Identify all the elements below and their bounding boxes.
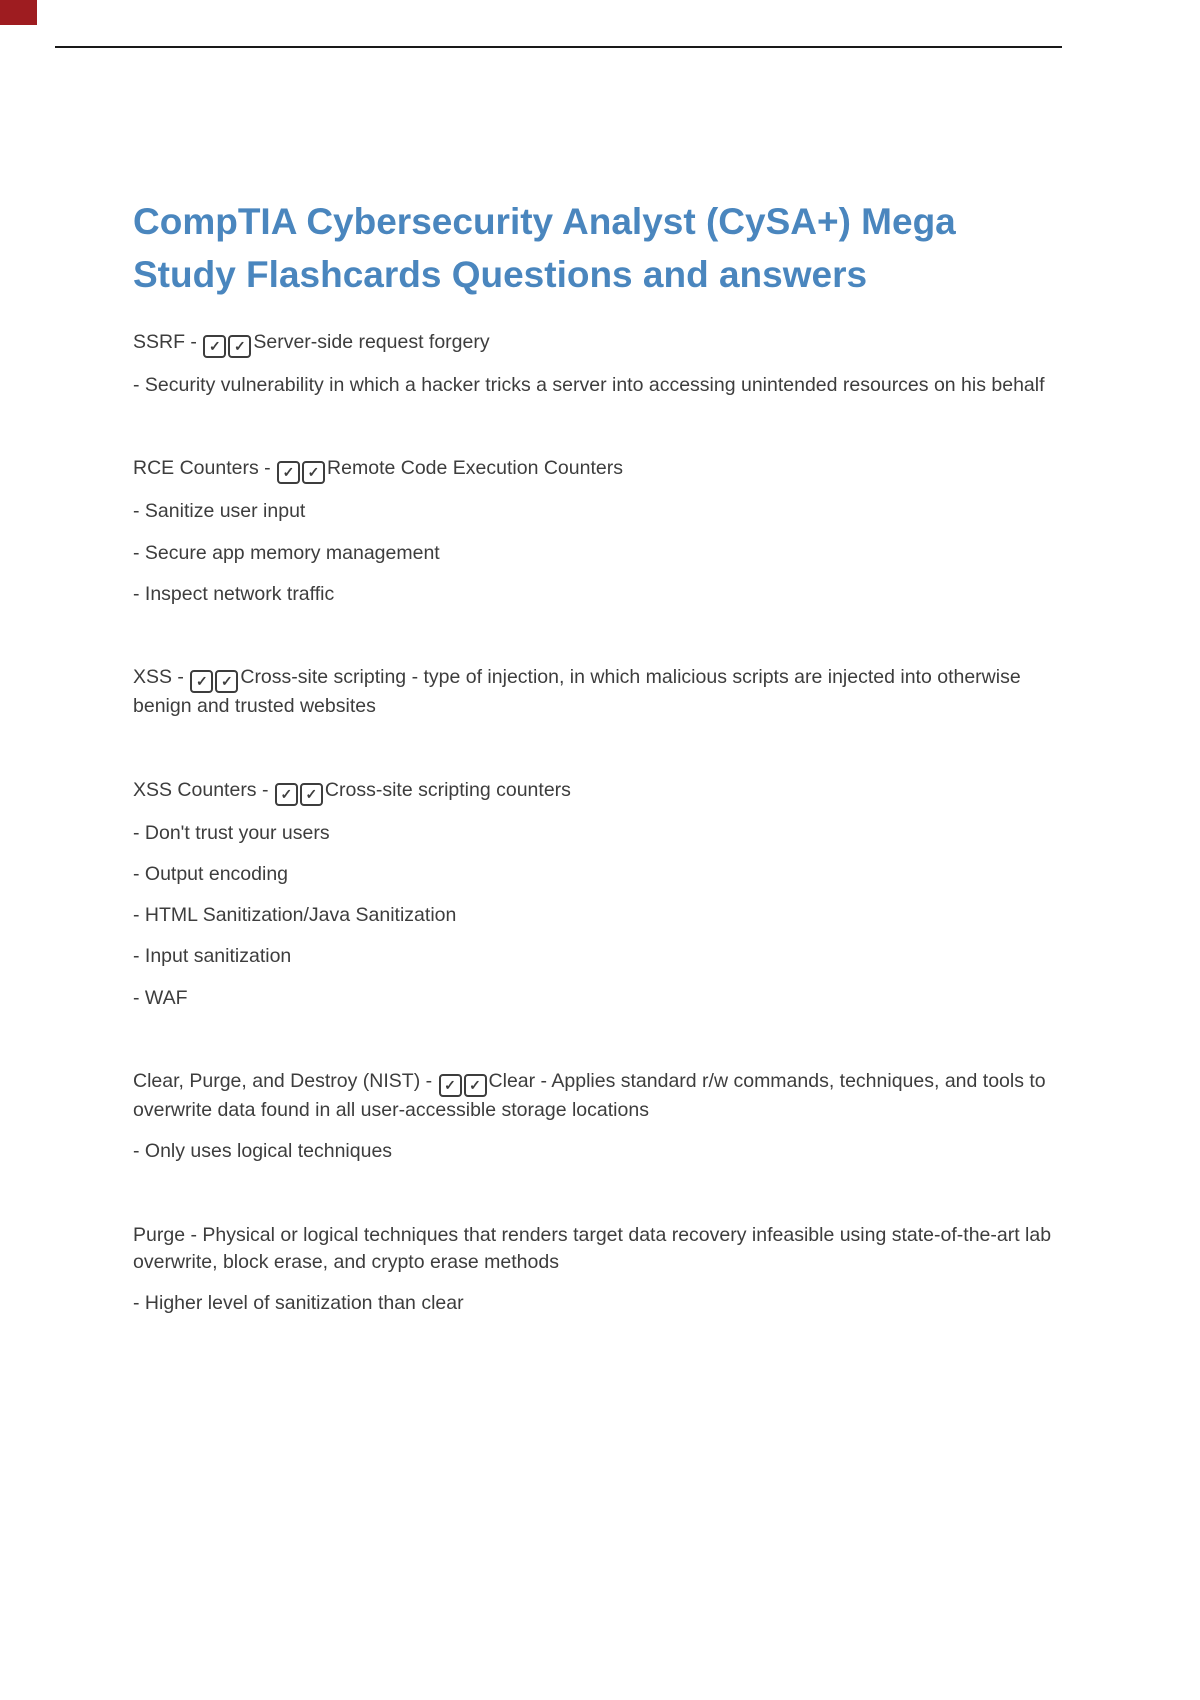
term-label: XSS Counters - <box>133 778 269 801</box>
checked-checkbox-icon: ✓ <box>203 335 226 358</box>
detail-line: - Inspect network traffic <box>133 582 335 605</box>
detail-line: - Output encoding <box>133 862 289 885</box>
detail-line: - Input sanitization <box>133 945 292 968</box>
detail-line: - Sanitize user input <box>133 500 306 523</box>
checked-checkbox-icon: ✓ <box>275 783 298 806</box>
detail-line: - Only uses logical techniques <box>133 1140 393 1163</box>
detail-line: - WAF <box>133 986 188 1009</box>
top-horizontal-rule <box>55 46 1062 48</box>
flashcard-heading <box>133 329 1073 358</box>
answer-text: Cross-site scripting - type of injection, in which malicious scripts are injected into otherwise benign and trusted websites <box>133 666 1021 718</box>
flashcard-heading <box>133 455 1073 484</box>
term-label: Purge - Physical or logical techniques that renders target data recovery infeasible using state-of-the-art lab overwrite, block erase, and crypto erase methods <box>133 1223 1052 1273</box>
checked-checkbox-icon: ✓ <box>228 335 251 358</box>
document-content <box>133 196 1073 1374</box>
flashcard-heading <box>133 664 1073 720</box>
detail-line: - Don't trust your users <box>133 821 330 844</box>
answer-text: Remote Code Execution Counters <box>327 457 623 480</box>
term-label: XSS - <box>133 666 184 689</box>
checked-checkbox-icon: ✓ <box>464 1074 487 1097</box>
term-label: RCE Counters - <box>133 457 271 480</box>
detail-line: - HTML Sanitization/Java Sanitization <box>133 904 457 927</box>
checked-checkbox-icon: ✓ <box>302 461 325 484</box>
flashcard-xss-counters <box>133 777 1073 1012</box>
flashcard-heading <box>133 1068 1073 1124</box>
checked-checkbox-icon: ✓ <box>277 461 300 484</box>
flashcard-clear-purge-destroy <box>133 1068 1073 1166</box>
checked-checkbox-icon: ✓ <box>190 670 213 693</box>
answer-text: Server-side request forgery <box>253 331 490 354</box>
corner-red-mark <box>0 0 37 25</box>
detail-line: - Secure app memory management <box>133 541 440 564</box>
flashcard-xss <box>133 664 1073 720</box>
answer-text: Cross-site scripting counters <box>324 778 571 801</box>
flashcard-purge <box>133 1222 1073 1318</box>
checked-checkbox-icon: ✓ <box>439 1074 462 1097</box>
detail-line: - Higher level of sanitization than clear <box>133 1292 464 1315</box>
page-title: CompTIA Cybersecurity Analyst (CySA+) Mega Study Flashcards Questions and answers <box>133 201 956 295</box>
flashcard-heading <box>133 777 1073 806</box>
detail-line: - Security vulnerability in which a hacker tricks a server into accessing unintended resources on his behalf <box>133 374 1045 397</box>
flashcard-rce-counters <box>133 455 1073 608</box>
flashcard-heading <box>133 1222 1073 1277</box>
term-label: Clear, Purge, and Destroy (NIST) - <box>133 1070 433 1093</box>
flashcard-ssrf <box>133 329 1073 399</box>
checked-checkbox-icon: ✓ <box>215 670 238 693</box>
answer-text: Clear - Applies standard r/w commands, techniques, and tools to overwrite data found in all user-accessible storage locations <box>133 1070 1046 1122</box>
checked-checkbox-icon: ✓ <box>300 783 323 806</box>
term-label: SSRF - <box>133 331 197 354</box>
